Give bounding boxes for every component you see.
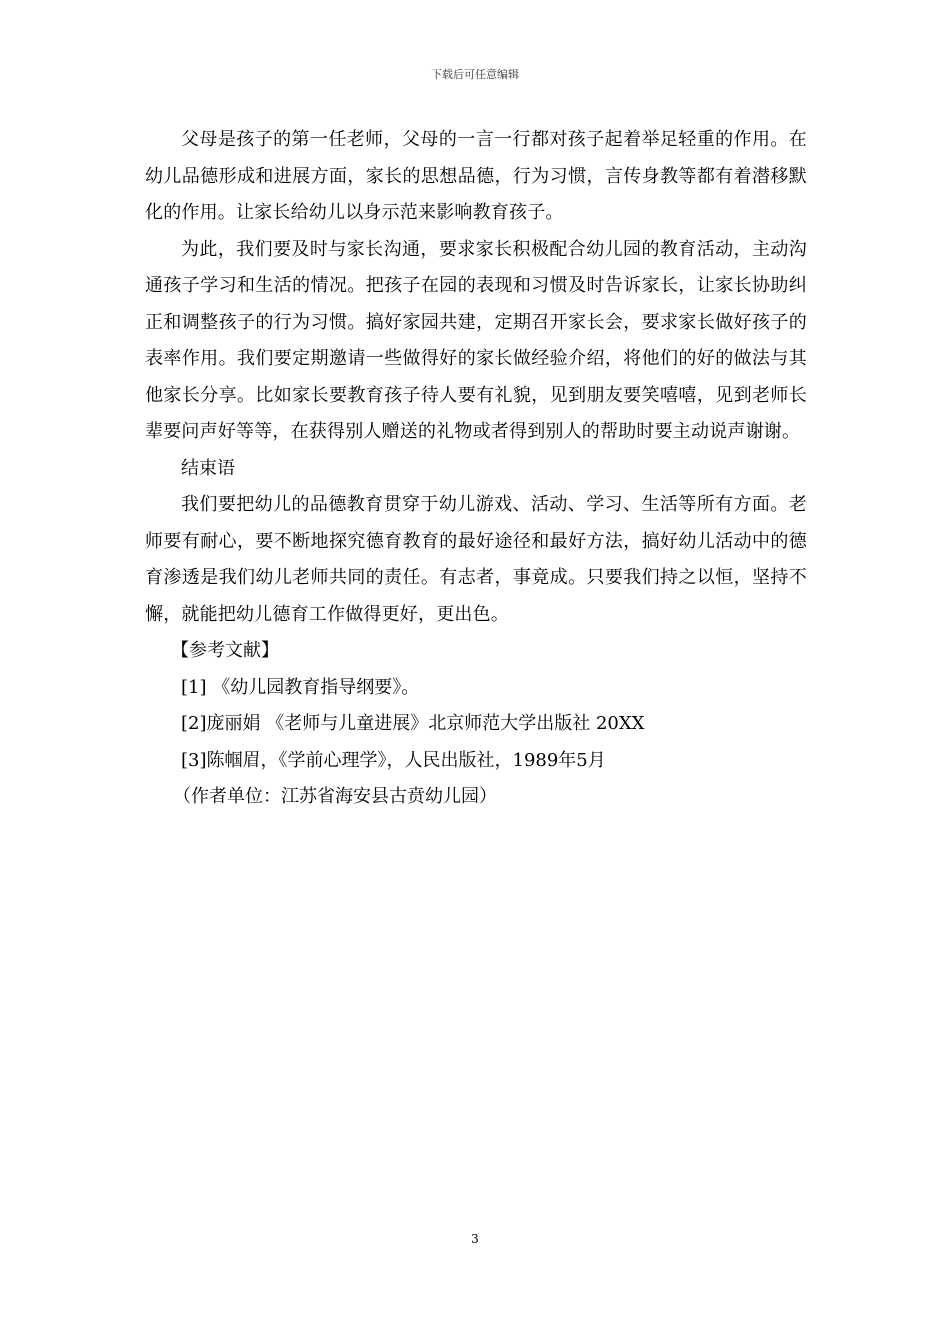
conclusion-heading: 结束语 bbox=[181, 457, 235, 479]
header-note: 下载后可任意编辑 bbox=[431, 68, 519, 81]
reference-item-1: [1] 《幼儿园教育指导纲要》。 bbox=[181, 676, 420, 698]
page-number: 3 bbox=[471, 1232, 479, 1246]
body-paragraph-1: 父母是孩子的第一任老师，父母的一言一行都对孩子起着举足轻重的作用。在幼儿品德形成和进展方面，家长的思想品德，行为习惯，言传身教等都有着潜移默化的作用。让家长给幼儿以身示范来影响教育孩子。 bbox=[145, 129, 807, 223]
body-paragraph-2: 为此，我们要及时与家长沟通，要求家长积极配合幼儿园的教育活动，主动沟通孩子学习和生活的情况。把孩子在园的表现和习惯及时告诉家长，让家长协助纠正和调整孩子的行为习惯。搞好家园共建，定期召开家长会，要求家长做好孩子的表率作用。我们要定期邀请一些做得好的家长做经验介绍，将他们的好的做法与其他家长分享。比如家长要教育孩子待人要有礼貌，见到朋友要笑嘻嘻，见到老师长辈要问声好等等，在获得别人赠送的礼物或者得到别人的帮助时要主动说声谢谢。 bbox=[145, 238, 807, 442]
reference-item-3: [3]陈帼眉，《学前心理学》，人民出版社，1989年5月 bbox=[181, 749, 606, 771]
author-unit: （作者单位：江苏省海安县古贲幼儿园） bbox=[173, 786, 497, 807]
conclusion-paragraph: 我们要把幼儿的品德教育贯穿于幼儿游戏、活动、学习、生活等所有方面。老师要有耐心，要不断地探究德育教育的最好途径和最好方法，搞好幼儿活动中的德育渗透是我们幼儿老师共同的责任。有志者，事竟成。只要我们持之以恒，坚持不懈，就能把幼儿德育工作做得更好，更出色。 bbox=[145, 494, 807, 625]
reference-item-2: [2]庞丽娟 《老师与儿童进展》北京师范大学出版社 20XX bbox=[181, 713, 645, 734]
references-heading: 【参考文献】 bbox=[171, 640, 279, 661]
document-body bbox=[145, 122, 807, 816]
